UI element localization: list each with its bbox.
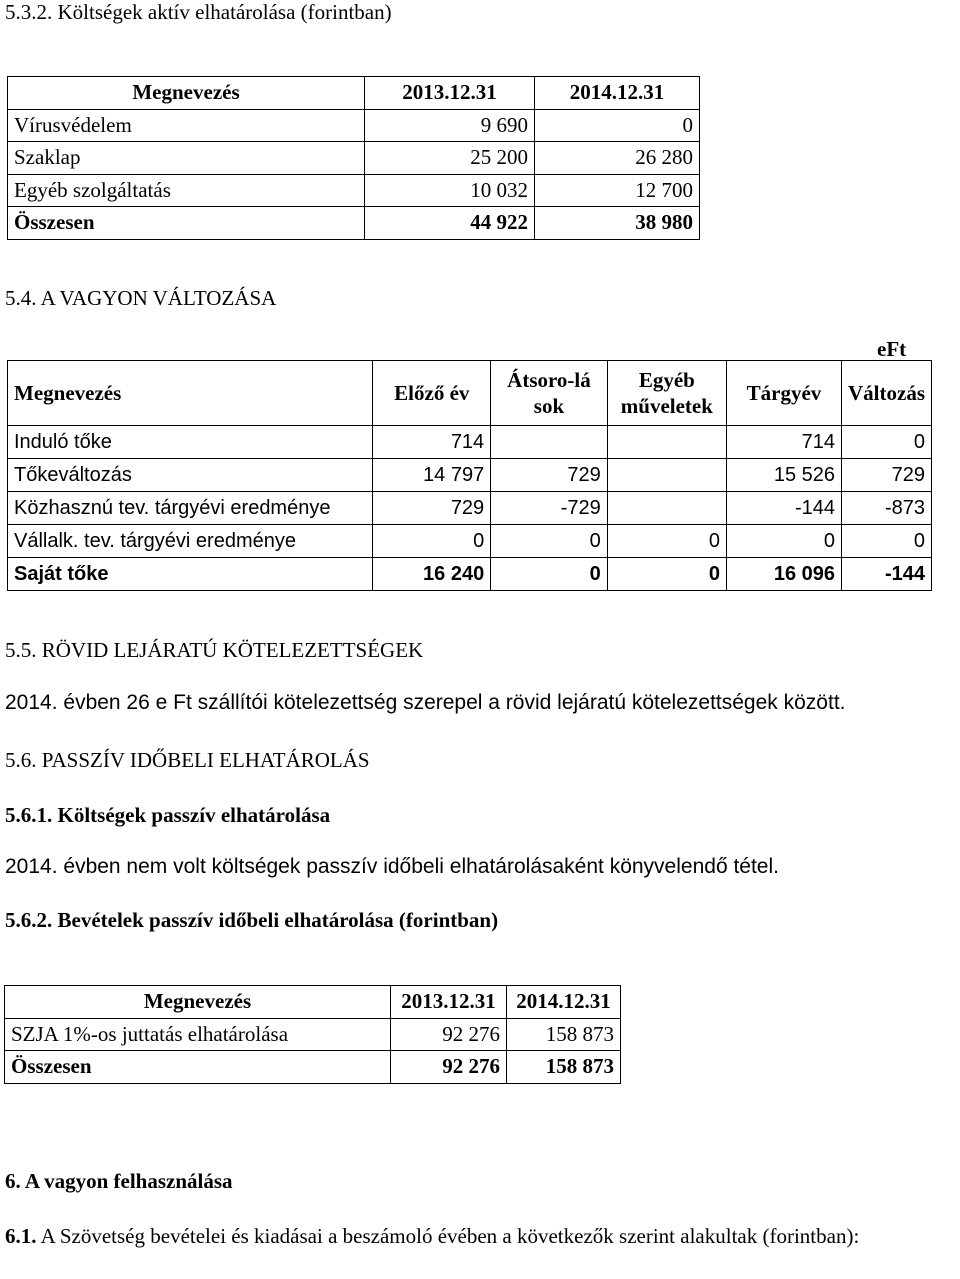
total-cell: 92 276 bbox=[391, 1051, 507, 1084]
table-row bbox=[8, 426, 932, 459]
total-cell: 38 980 bbox=[535, 207, 700, 240]
accrued-costs-table bbox=[7, 76, 700, 240]
header-cell: Megnevezés bbox=[5, 986, 391, 1019]
unit-label: eFt bbox=[877, 337, 907, 361]
paragraph-5-6-1: 2014. évben nem volt költségek passzív időbeli elhatárolásaként könyvelendő tétel. bbox=[5, 855, 779, 878]
table-header-row bbox=[5, 986, 621, 1019]
section-heading-5-6-2: 5.6.2. Bevételek passzív időbeli elhatárolása (forintban) bbox=[5, 908, 499, 932]
value-cell: 0 bbox=[607, 525, 726, 558]
value-cell: 0 bbox=[535, 109, 700, 142]
section-heading-6: 6. A vagyon felhasználása bbox=[5, 1169, 233, 1193]
table-row bbox=[8, 109, 700, 142]
total-label: Összesen bbox=[5, 1051, 391, 1084]
value-cell: 25 200 bbox=[365, 142, 535, 175]
value-cell bbox=[607, 426, 726, 459]
paragraph-5-5: 2014. évben 26 e Ft szállítói kötelezettség szerepel a rövid lejáratú kötelezettségek között. bbox=[5, 691, 846, 714]
value-cell: 729 bbox=[491, 459, 608, 492]
section-heading-5-6: 5.6. PASSZÍV IDŐBELI ELHATÁROLÁS bbox=[5, 748, 370, 772]
header-cell bbox=[607, 361, 726, 426]
value-cell: -729 bbox=[491, 492, 608, 525]
value-cell: 14 797 bbox=[373, 459, 491, 492]
value-cell: 729 bbox=[373, 492, 491, 525]
row-label: Egyéb szolgáltatás bbox=[8, 174, 365, 207]
section-heading-5-4: 5.4. A VAGYON VÁLTOZÁSA bbox=[5, 286, 277, 310]
value-cell: 729 bbox=[842, 459, 932, 492]
total-cell: 0 bbox=[607, 558, 726, 591]
section-number-6-1: 6.1. bbox=[5, 1224, 37, 1248]
row-label: Vállalk. tev. tárgyévi eredménye bbox=[8, 525, 373, 558]
value-cell: 714 bbox=[373, 426, 491, 459]
table-row bbox=[8, 525, 932, 558]
total-label: Saját tőke bbox=[8, 558, 373, 591]
header-cell: 2014.12.31 bbox=[507, 986, 621, 1019]
value-cell: 158 873 bbox=[507, 1018, 621, 1051]
table-row bbox=[8, 459, 932, 492]
total-cell: 0 bbox=[491, 558, 608, 591]
value-cell bbox=[607, 459, 726, 492]
header-cell bbox=[491, 361, 608, 426]
row-label: Tőkeváltozás bbox=[8, 459, 373, 492]
value-cell bbox=[491, 426, 608, 459]
table-total-row bbox=[8, 207, 700, 240]
table-total-row bbox=[5, 1051, 621, 1084]
header-text: Egyéb műveletek bbox=[620, 368, 713, 418]
paragraph-6-1-text: A Szövetség bevételei és kiadásai a beszámoló évében a következők szerint alakultak (forintban): bbox=[40, 1224, 860, 1248]
table-total-row bbox=[8, 558, 932, 591]
section-heading-5-6-1: 5.6.1. Költségek passzív elhatárolása bbox=[5, 803, 331, 827]
total-cell: -144 bbox=[842, 558, 932, 591]
total-cell: 16 096 bbox=[726, 558, 841, 591]
value-cell: 26 280 bbox=[535, 142, 700, 175]
header-cell: Változás bbox=[842, 361, 932, 426]
table-header-row bbox=[8, 77, 700, 110]
value-cell: -144 bbox=[726, 492, 841, 525]
value-cell: 0 bbox=[491, 525, 608, 558]
table-row bbox=[8, 142, 700, 175]
paragraph-6-1 bbox=[5, 1223, 955, 1249]
table-row bbox=[8, 174, 700, 207]
total-label: Összesen bbox=[8, 207, 365, 240]
header-text: Átsoro-lások bbox=[507, 368, 591, 418]
total-cell: 16 240 bbox=[373, 558, 491, 591]
value-cell: 9 690 bbox=[365, 109, 535, 142]
row-label: SZJA 1%-os juttatás elhatárolása bbox=[5, 1018, 391, 1051]
value-cell: 12 700 bbox=[535, 174, 700, 207]
total-cell: 158 873 bbox=[507, 1051, 621, 1084]
value-cell: 92 276 bbox=[391, 1018, 507, 1051]
row-label: Közhasznú tev. tárgyévi eredménye bbox=[8, 492, 373, 525]
value-cell: -873 bbox=[842, 492, 932, 525]
header-cell: 2013.12.31 bbox=[391, 986, 507, 1019]
value-cell: 15 526 bbox=[726, 459, 841, 492]
value-cell: 10 032 bbox=[365, 174, 535, 207]
equity-change-table bbox=[7, 360, 932, 591]
header-cell: 2013.12.31 bbox=[365, 77, 535, 110]
table-row bbox=[8, 492, 932, 525]
header-cell: Megnevezés bbox=[8, 361, 373, 426]
value-cell: 0 bbox=[726, 525, 841, 558]
row-label: Vírusvédelem bbox=[8, 109, 365, 142]
value-cell bbox=[607, 492, 726, 525]
row-label: Szaklap bbox=[8, 142, 365, 175]
total-cell: 44 922 bbox=[365, 207, 535, 240]
deferred-income-table bbox=[4, 985, 621, 1084]
value-cell: 0 bbox=[842, 426, 932, 459]
section-heading-5-3-2: 5.3.2. Költségek aktív elhatárolása (forintban) bbox=[5, 0, 392, 24]
value-cell: 0 bbox=[842, 525, 932, 558]
header-cell: Megnevezés bbox=[8, 77, 365, 110]
table-row bbox=[5, 1018, 621, 1051]
value-cell: 714 bbox=[726, 426, 841, 459]
value-cell: 0 bbox=[373, 525, 491, 558]
header-cell: 2014.12.31 bbox=[535, 77, 700, 110]
header-cell: Előző év bbox=[373, 361, 491, 426]
header-cell: Tárgyév bbox=[726, 361, 841, 426]
table-header-row bbox=[8, 361, 932, 426]
section-heading-5-5: 5.5. RÖVID LEJÁRATÚ KÖTELEZETTSÉGEK bbox=[5, 638, 424, 662]
row-label: Induló tőke bbox=[8, 426, 373, 459]
